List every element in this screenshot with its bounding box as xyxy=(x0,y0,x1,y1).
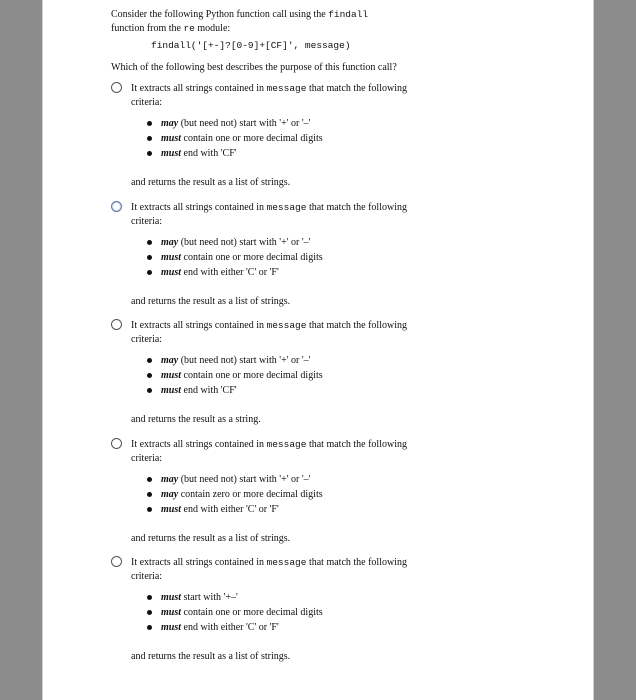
criteria-qualifier: must xyxy=(161,592,182,603)
option-return-description: and returns the result as a list of strings. xyxy=(131,533,291,544)
criteria-text: contain one or more decimal digits xyxy=(181,133,323,144)
criteria-text: start with '+–' xyxy=(181,592,238,603)
criteria-item xyxy=(147,502,427,517)
criteria-list xyxy=(147,353,427,398)
right-margin-bar xyxy=(594,0,636,700)
criteria-item xyxy=(147,265,427,280)
criteria-text: end with either 'C' or 'F' xyxy=(181,267,279,278)
criteria-text: (but need not) start with '+' or '–' xyxy=(178,118,311,129)
criteria-item xyxy=(147,605,427,620)
criteria-qualifier: may xyxy=(161,355,179,366)
criteria-item xyxy=(147,235,427,250)
option-code-message: message xyxy=(266,83,307,94)
option-return-description: and returns the result as a list of strings. xyxy=(131,177,291,188)
criteria-qualifier: may xyxy=(161,489,179,500)
criteria-qualifier: may xyxy=(161,474,179,485)
criteria-item xyxy=(147,368,427,383)
criteria-list xyxy=(147,590,427,635)
option-text-pre: It extracts all strings contained in xyxy=(131,320,267,331)
option-description xyxy=(131,556,421,584)
radio-button[interactable] xyxy=(111,556,122,567)
option-return-description: and returns the result as a list of strings. xyxy=(131,651,291,662)
question-intro xyxy=(111,8,431,36)
criteria-text: (but need not) start with '+' or '–' xyxy=(178,474,311,485)
criteria-qualifier: may xyxy=(161,237,179,248)
criteria-qualifier: may xyxy=(161,118,179,129)
option-text-post: that match the following criteria: xyxy=(131,557,407,582)
option-text-pre: It extracts all strings contained in xyxy=(131,557,267,568)
criteria-text: contain zero or more decimal digits xyxy=(178,489,323,500)
criteria-item xyxy=(147,116,427,131)
page-right-border xyxy=(593,0,594,700)
option-description xyxy=(131,319,421,347)
intro-text-2: function from the xyxy=(111,23,184,34)
option-text-pre: It extracts all strings contained in xyxy=(131,83,267,94)
criteria-qualifier: must xyxy=(161,267,182,278)
criteria-qualifier: must xyxy=(161,148,182,159)
option-description xyxy=(131,82,421,110)
radio-button[interactable] xyxy=(111,438,122,449)
criteria-qualifier: must xyxy=(161,370,182,381)
option-text-pre: It extracts all strings contained in xyxy=(131,439,267,450)
criteria-text: (but need not) start with '+' or '–' xyxy=(178,237,311,248)
criteria-qualifier: must xyxy=(161,133,182,144)
left-margin-bar xyxy=(0,0,42,700)
criteria-text: contain one or more decimal digits xyxy=(181,252,323,263)
intro-code-findall: findall xyxy=(328,9,369,20)
criteria-qualifier: must xyxy=(161,385,182,396)
criteria-qualifier: must xyxy=(161,504,182,515)
criteria-text: (but need not) start with '+' or '–' xyxy=(178,355,311,366)
criteria-item xyxy=(147,146,427,161)
option-text-post: that match the following criteria: xyxy=(131,202,407,227)
option-text-post: that match the following criteria: xyxy=(131,83,407,108)
criteria-text: contain one or more decimal digits xyxy=(181,607,323,618)
option-description xyxy=(131,201,421,229)
criteria-text: end with either 'C' or 'F' xyxy=(181,622,279,633)
question-page xyxy=(43,0,593,700)
radio-button[interactable] xyxy=(111,319,122,330)
option-code-message: message xyxy=(266,439,307,450)
option-description xyxy=(131,438,421,466)
radio-button[interactable] xyxy=(111,82,122,93)
option-text-post: that match the following criteria: xyxy=(131,439,407,464)
option-code-message: message xyxy=(266,320,307,331)
intro-text-1: Consider the following Python function call using the xyxy=(111,9,329,20)
criteria-item xyxy=(147,590,427,605)
option-code-message: message xyxy=(266,202,307,213)
radio-button[interactable] xyxy=(111,201,122,212)
criteria-text: end with either 'C' or 'F' xyxy=(181,504,279,515)
criteria-list xyxy=(147,472,427,517)
criteria-list xyxy=(147,116,427,161)
option-text-pre: It extracts all strings contained in xyxy=(131,202,267,213)
function-call-code: findall('[+-]?[0-9]+[CF]', message) xyxy=(151,40,351,51)
criteria-item xyxy=(147,250,427,265)
option-return-description: and returns the result as a string. xyxy=(131,414,261,425)
criteria-text: end with 'CF' xyxy=(181,148,237,159)
option-text-post: that match the following criteria: xyxy=(131,320,407,345)
question-prompt: Which of the following best describes the purpose of this function call? xyxy=(111,62,397,73)
criteria-item xyxy=(147,383,427,398)
option-code-message: message xyxy=(266,557,307,568)
criteria-item xyxy=(147,353,427,368)
criteria-item xyxy=(147,131,427,146)
intro-code-re: re xyxy=(183,23,195,34)
criteria-item xyxy=(147,472,427,487)
intro-text-3: module: xyxy=(194,23,231,34)
criteria-text: contain one or more decimal digits xyxy=(181,370,323,381)
option-return-description: and returns the result as a list of strings. xyxy=(131,296,291,307)
criteria-list xyxy=(147,235,427,280)
criteria-item xyxy=(147,487,427,502)
criteria-qualifier: must xyxy=(161,252,182,263)
criteria-text: end with 'CF' xyxy=(181,385,237,396)
criteria-qualifier: must xyxy=(161,622,182,633)
criteria-item xyxy=(147,620,427,635)
criteria-qualifier: must xyxy=(161,607,182,618)
